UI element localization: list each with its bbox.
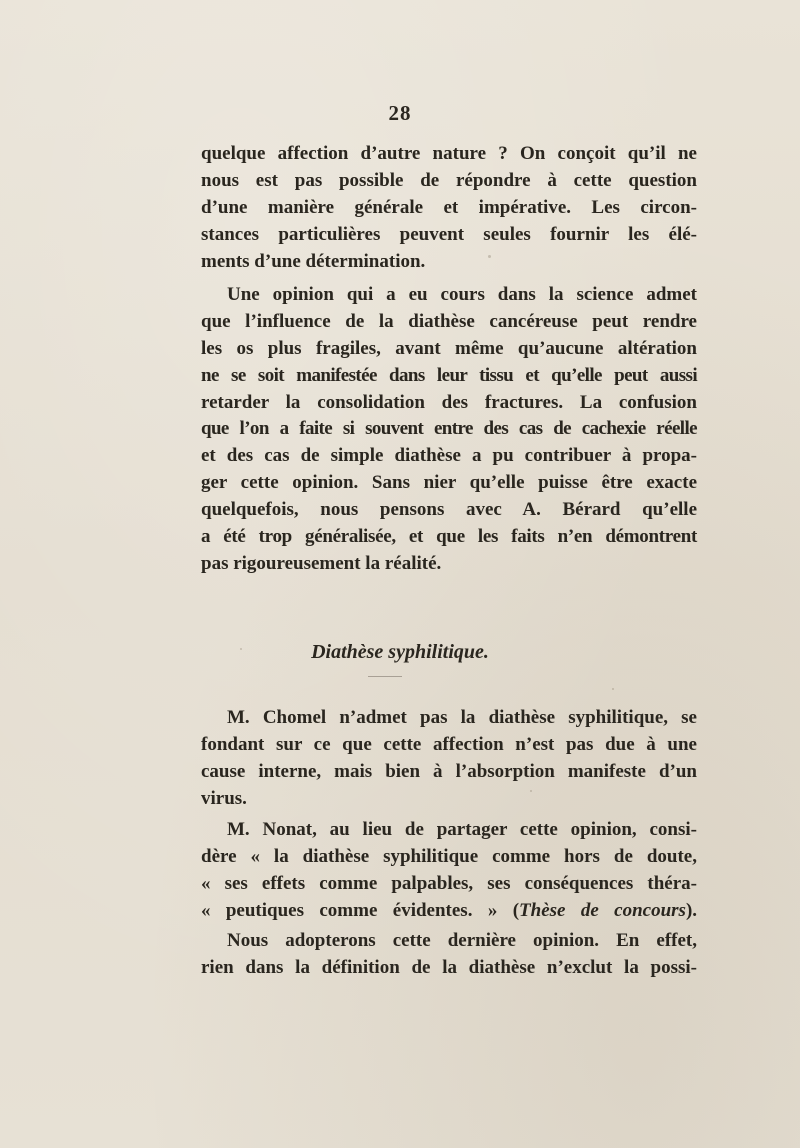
paper-speck bbox=[488, 255, 491, 258]
text-line: quelque affection d’autre nature ? On conçoit qu’il ne bbox=[201, 143, 697, 164]
text-line: les os plus fragiles, avant même qu’aucune altération bbox=[201, 337, 697, 359]
text-line: stances particulières peuvent seules fournir les élé- bbox=[201, 223, 697, 245]
text-line: nous est pas possible de répondre à cette question bbox=[201, 169, 697, 191]
citation-title: Thèse de concours bbox=[519, 899, 686, 921]
quote-text: « peutiques comme évidentes. » ( bbox=[201, 899, 520, 921]
paragraph-conclusion bbox=[201, 928, 697, 982]
text-line: dère « la diathèse syphilitique comme hors de doute, bbox=[201, 845, 697, 867]
text-line: quelquefois, nous pensons avec A. Bérard qu’elle bbox=[201, 499, 697, 521]
text-line: que l’on a faite si souvent entre des cas de cachexie réelle bbox=[201, 418, 697, 440]
paragraph-cancer-diathesis bbox=[201, 282, 697, 578]
text-line: ger cette opinion. Sans nier qu’elle puisse être exacte bbox=[201, 472, 697, 494]
page-number: 28 bbox=[388, 101, 412, 125]
text-line: cause interne, mais bien à l’absorption manifeste d’un bbox=[201, 760, 697, 782]
text-line: et des cas de simple diathèse a pu contribuer à propa- bbox=[201, 445, 697, 467]
text-line: ments d’une détermination. bbox=[201, 250, 426, 272]
text-line: « ses effets comme palpables, ses conséquences théra- bbox=[201, 872, 697, 894]
text-line: pas rigoureusement la réalité. bbox=[201, 552, 442, 574]
paragraph-nonat bbox=[201, 817, 697, 925]
text-line: a été trop généralisée, et que les faits n’en démontrent bbox=[201, 526, 697, 548]
paper-speck bbox=[530, 790, 532, 792]
text-line bbox=[201, 898, 697, 925]
text-line: Une opinion qui a eu cours dans la science admet bbox=[227, 284, 697, 305]
paper-speck bbox=[240, 648, 242, 650]
quote-close: ). bbox=[685, 899, 698, 921]
text-line: M. Chomel n’admet pas la diathèse syphilitique, se bbox=[227, 707, 697, 728]
text-line: Nous adopterons cette dernière opinion. En effet, bbox=[227, 930, 697, 951]
heading-rule bbox=[368, 676, 402, 677]
paragraph-chomel bbox=[201, 705, 697, 813]
text-line: M. Nonat, au lieu de partager cette opinion, consi- bbox=[227, 819, 697, 840]
text-line: rien dans la définition de la diathèse n’exclut la possi- bbox=[201, 956, 697, 978]
section-heading: Diathèse syphilitique. bbox=[311, 641, 489, 663]
text-line: que l’influence de la diathèse cancéreuse peut rendre bbox=[201, 310, 697, 332]
paper-speck bbox=[612, 688, 614, 690]
text-line: virus. bbox=[201, 787, 247, 809]
paragraph-continuation bbox=[201, 141, 697, 275]
text-line: ne se soit manifestée dans leur tissu et qu’elle peut aussi bbox=[201, 364, 697, 386]
text-line: retarder la consolidation des fractures. La confusion bbox=[201, 391, 697, 413]
text-line: fondant sur ce que cette affection n’est pas due à une bbox=[201, 733, 697, 755]
text-line: d’une manière générale et impérative. Les circon- bbox=[201, 196, 697, 218]
